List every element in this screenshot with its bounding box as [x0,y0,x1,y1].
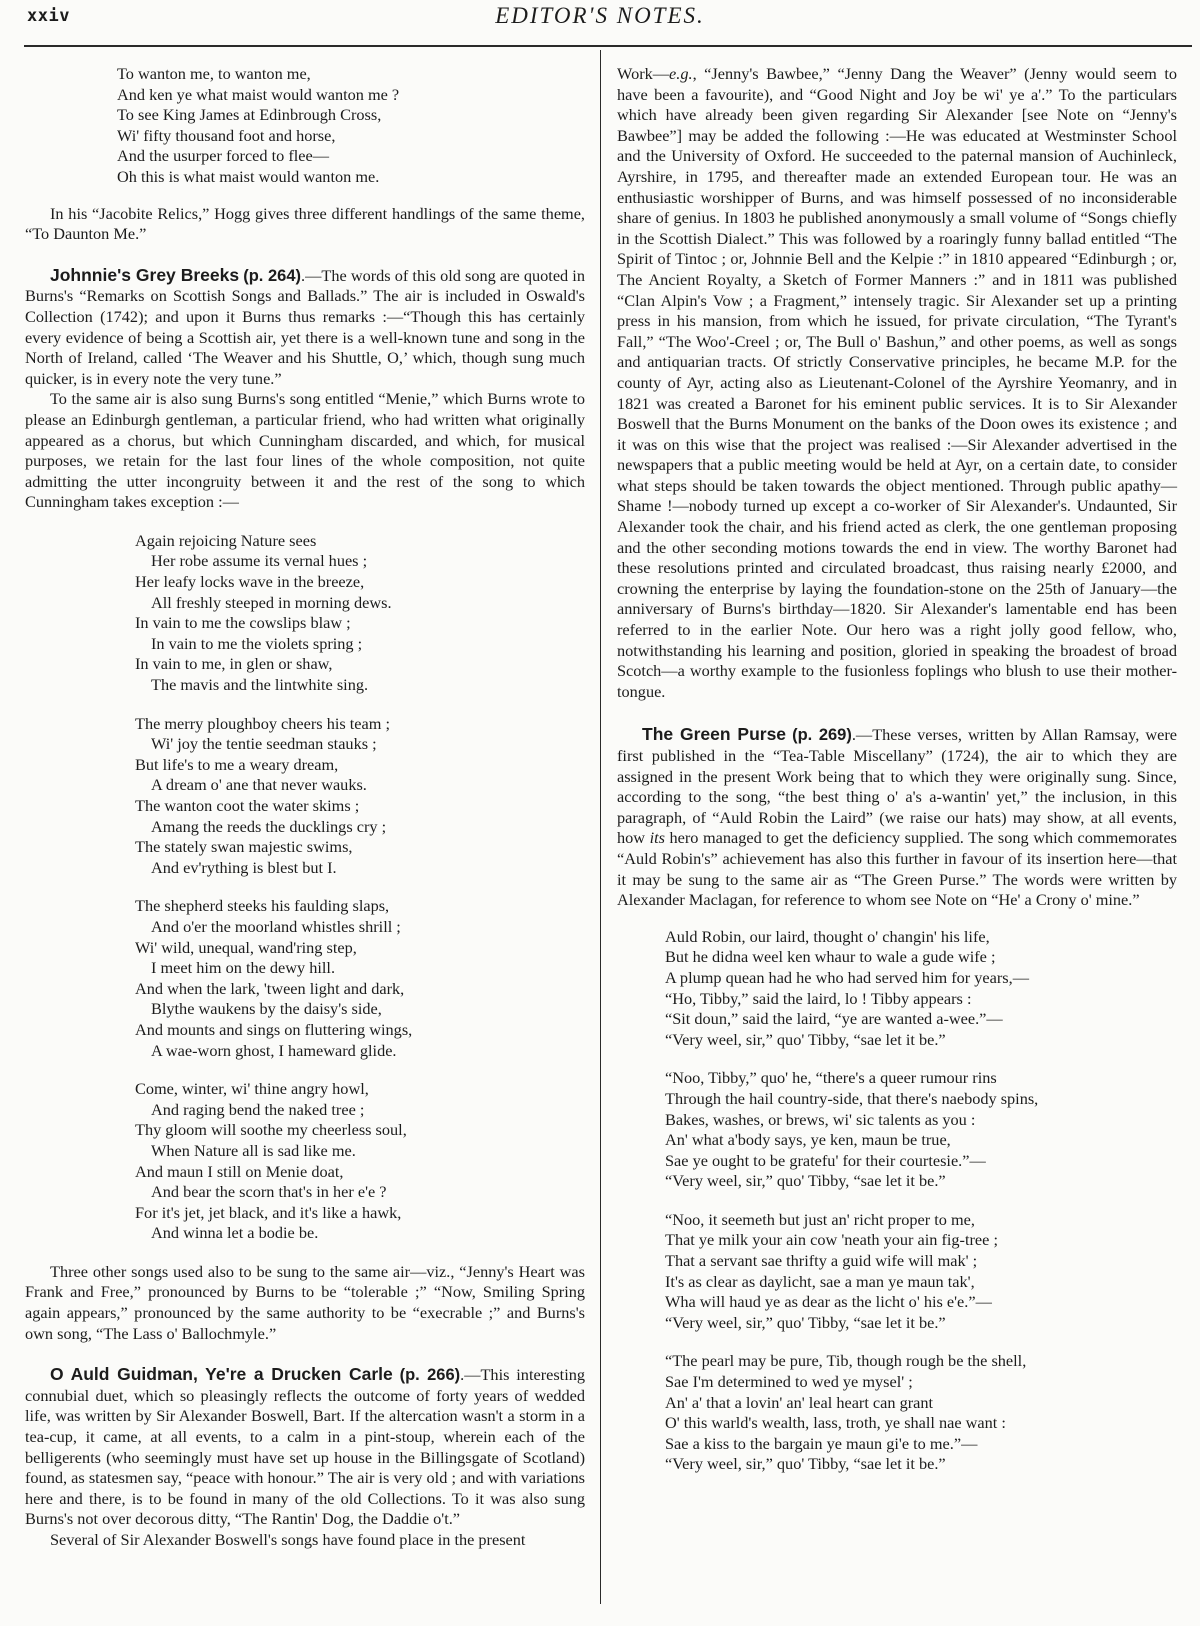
verse-line: In vain to me, in glen or shaw, [135,654,333,674]
section-body: .—This interesting connubial duet, which so pleasingly reflects the outcome of forty years of wedded life, was written by Sir Alexander Boswell, Bart. If the altercation wasn't a storm in a tea-cup, it came, at all events, to a calm in a pint-stoup, wherein each of the belligerents (who seemingly must have set up house in the Billingsgate of Scotland) found, as statesmen say, “peace with honour.” The air is very old ; and with variations here and there, is to be found in many of the old Collections. To it was also sung Burns's not over decorous ditty, “The Rantin' Dog, the Daddie o't.” [25,1365,586,1529]
verse-line: It's as clear as daylicht, sae a man ye maun tak', [665,1271,975,1291]
section-page-ref: (p. 264) [243,266,302,285]
verse-line: In vain to me the cowslips blaw ; [135,613,351,633]
verse-line: “Very weel, sir,” quo' Tibby, “sae let it be.” [665,1029,946,1049]
paragraph-boswell-songs: Several of Sir Alexander Boswell's songs have found place in the present [50,1530,526,1549]
verse-line: That a servant sae thrifty a guid wife will mak' ; [665,1251,978,1271]
verse-line: When Nature all is sad like me. [151,1140,356,1160]
verse-to-wanton-me [117,64,585,188]
paragraph-boswell-biography [617,64,1177,702]
verse-line: The shepherd steeks his faulding slaps, [135,896,390,916]
stanza [665,1351,1177,1475]
verse-line: Wi' joy the tentie seedman stauks ; [151,734,377,754]
section-heading: The Green Purse [642,724,787,745]
verse-line: And when the lark, 'tween light and dark, [135,978,405,998]
column-divider [600,50,601,1604]
verse-line: Oh this is what maist would wanton me. [117,166,380,186]
verse-line: Wi' wild, unequal, wand'ring step, [135,937,357,957]
verse-line: Come, winter, wi' thine angry howl, [135,1079,369,1099]
verse-menie [135,531,585,1244]
running-title: EDITOR'S NOTES. [495,3,705,28]
verse-line: The merry ploughboy cheers his team ; [135,713,390,733]
verse-line: “Noo, it seemeth but just an' richt proper to me, [665,1209,975,1229]
stanza [665,927,1177,1051]
verse-line: In vain to me the violets spring ; [151,633,363,653]
verse-line: But he didna weel ken whaur to wale a gude wife ; [665,947,996,967]
section-body: hero managed to get the deficiency supplied. The song which commemorates “Auld Robin's” achievement has also this further in favour of its insertion here—that it may be sung to the same air as “The Green Purse.” The words were written by Alexander Maclagan, for reference to whom see Note on “He' a Crony o' mine.” [617,828,1178,910]
section-heading: O Auld Guidman, Ye're a Drucken Carle [50,1364,393,1385]
stanza [665,1068,1177,1192]
paragraph-hogg: In his “Jacobite Relics,” Hogg gives three different handlings of the same theme, “To Daunton Me.” [25,203,585,244]
verse-line: Blythe waukens by the daisy's side, [151,999,382,1019]
text-run: Work— [617,64,670,83]
verse-line: Wha will haud ye as dear as the licht o' his e'e.”— [665,1292,992,1312]
section-heading: Johnnie's Grey Breeks [50,264,240,285]
verse-line: To wanton me, to wanton me, [117,64,311,83]
verse-line: And the usurper forced to flee— [117,146,330,166]
verse-auld-robin [665,927,1177,1475]
verse-line: Sae a kiss to the bargain ye maun gi'e to me.”— [665,1433,978,1453]
verse-line: And raging bend the naked tree ; [151,1099,365,1119]
verse-line: Bakes, washes, or brews, wi' sic talents as you : [665,1109,976,1129]
verse-line: Through the hail country-side, that there's naebody spins, [665,1088,1039,1108]
verse-line: Thy gloom will soothe my cheerless soul, [135,1120,407,1140]
verse-line: Her leafy locks wave in the breeze, [135,572,365,592]
verse-line: “The pearl may be pure, Tib, though rough be the shell, [665,1351,1027,1371]
verse-line: That ye milk your ain cow 'neath your ain fig-tree ; [665,1230,998,1250]
paragraph-three-songs: Three other songs used also to be sung to the same air—viz., “Jenny's Heart was Frank and Free,” pronounced by Burns to be “tolerable ;” “Now, Smiling Spring again appears,” pronounced by the same authority to be “execrable ;” and Burns's own song, “The Lass o' Ballochmyle.” [25,1261,585,1343]
verse-line: A dream o' ane that never wauks. [151,775,367,795]
verse-line: “Very weel, sir,” quo' Tibby, “sae let it be.” [665,1312,946,1332]
verse-line: The mavis and the lintwhite sing. [151,675,369,695]
verse-line: For it's jet, jet black, and it's like a hawk, [135,1202,402,1222]
text-run: , “Jenny's Bawbee,” “Jenny Dang the Weaver” (Jenny would seem to have been a favourite), and “Good Night and Joy be wi' ye a'.” To the particulars which have already been given regarding Sir Alexander [see Note on “Jenny's Bawbee”] may be added the following :—He was educated at Westminster School and the University of Oxford. He succeeded to the paternal mansion of Auchinleck, Ayrshire, in 1795, and thereafter made an extended European tour. He was an enthusiastic worshipper of Burns, and was himself possessed of no inconsiderable share of genius. In 1803 he published anonymously a small volume of “Songs chiefly in the Scottish Dialect.” This was followed by a roaringly funny ballad entitled “The Spirit of Tintoc ; or, Johnnie Bell and the Kelpie :” in 1810 appeared “Edinburgh ; or, The Ancient Royalty, a Sketch of Former Manners :” and in 1811 was published “Clan Alpin's Vow ; a Fragment,” intensely tragic. Sir Alexander set up a printing press in his mansion, from which he issued, for private circulation, “The Tyrant's Fall,” “The Woo'-Creel ; or, The Bull o' Bashun,” and other poems, as well as songs and antiquarian tracts. Of strictly Conservative principles, he became M.P. for the county of Ayr, acting also as Lieutenant-Colonel of the Ayrshire Yeomanry, and in 1821 was created a Baronet for his eminent public services. It is to Sir Alexander Boswell that the Burns Monument on the banks of the Doon owes its existence ; and it was on this wise that the project was realised :—Sir Alexander advertised in the newspapers that a public meeting would be held at Ayr, on a certain date, to consider what steps should be taken towards the object mentioned. Through public apathy—Shame !—nobody turned up except a co-worker of Sir Alexander's. Undaunted, Sir Alexander took the chair, and his friend acted as clerk, the one gentleman proposing and the other seconding motions towards the end in view. The worthy Baronet had these resolutions printed and circulated broadcast, thus raising nearly £2000, and crowning the enterprise by laying the foundation-stone on the 25th of January—the anniversary of Burns's birthday—1820. Sir Alexander's lamentable end has been referred to in the earlier Note. Our hero was a right jolly good fellow, who, notwithstanding his learning and position, gloried in speaking the broadest of broad Scotch—a worthy example to the fusionless foplings who blush to use their mother-tongue. [617,64,1177,701]
verse-line: Again rejoicing Nature sees [135,530,317,550]
verse-line: The wanton coot the water skims ; [135,796,360,815]
verse-line: All freshly steeped in morning dews. [151,592,392,612]
verse-line: “Very weel, sir,” quo' Tibby, “sae let it be.” [665,1171,946,1191]
verse-line: To see King James at Edinbrough Cross, [117,105,382,125]
verse-line: Her robe assume its vernal hues ; [151,551,368,571]
verse-line: “Sit doun,” said the laird, “ye are wanted a-wee.”— [665,1009,1003,1029]
stanza [135,531,585,696]
verse-line: And winna let a bodie be. [151,1223,319,1243]
verse-line: And bear the scorn that's in her e'e ? [151,1182,387,1202]
verse-line: An' what a'body says, ye ken, maun be true, [665,1130,951,1150]
verse-line: “Noo, Tibby,” quo' he, “there's a queer rumour rins [665,1068,997,1088]
verse-line: And o'er the moorland whistles shrill ; [151,916,401,936]
verse-line: A wae-worn ghost, I hameward glide. [151,1040,397,1060]
verse-line: And ev'rything is blest but I. [151,857,337,877]
stanza [135,1079,585,1244]
section-page-ref: (p. 269) [792,726,852,745]
italic-abbrev: e.g. [669,64,693,83]
verse-line: Sae I'm determined to wed ye mysel' ; [665,1372,913,1392]
section-green-purse [617,724,1177,910]
section-page-ref: (p. 266) [399,1366,461,1385]
section-johnnies-grey-breeks [25,265,585,390]
page-number: xxiv [27,6,70,26]
stanza [665,1210,1177,1334]
verse-line: Auld Robin, our laird, thought o' changin' his life, [665,926,990,946]
verse-line: But life's to me a weary dream, [135,754,339,774]
header-rule [24,45,1192,47]
verse-line: “Very weel, sir,” quo' Tibby, “sae let it be.” [665,1454,946,1474]
verse-line: An' a' that a lovin' an' leal heart can grant [665,1392,934,1412]
section-body: .—These verses, written by Allan Ramsay, were first published in the “Tea-Table Miscellany” (1724), the air to which they are assigned in the present Work being that to which they were originally sung. Since, according to the song, “the best thing o' a's a-wantin' yet,” the inclusion, in this paragraph, of “Auld Robin the Laird” (we raise our hats) may show, at all events, how [617,725,1177,848]
left-column [25,64,585,1551]
italic-word: its [649,828,665,848]
verse-line: “Ho, Tibby,” said the laird, lo ! Tibby appears : [665,988,972,1008]
verse-line: O' this warld's wealth, lass, troth, ye shall nae want : [665,1413,1006,1433]
verse-line: And maun I still on Menie doat, [135,1161,344,1181]
verse-line: And mounts and sings on fluttering wings, [135,1019,413,1039]
section-auld-guidman [25,1364,585,1530]
verse-line: A plump quean had he who had served him for years,— [665,967,1029,987]
verse-line: I meet him on the dewy hill. [151,958,336,978]
verse-line: Amang the reeds the ducklings cry ; [151,816,387,836]
right-column [617,64,1177,1475]
section-body: .—The words of this old song are quoted in Burns's “Remarks on Scottish Songs and Ballads.” The air is included in Oswald's Collection (1742); and upon it Burns thus remarks :—“Though this has certainly every evidence of being a Scottish air, yet there is a well-known tune and song in the North of Ireland, called ‘The Weaver and his Shuttle, O,’ which, though sung much quicker, is in every note the very tune.” [25,265,585,388]
verse-line: And ken ye what maist would wanton me ? [117,84,400,104]
stanza [135,896,585,1061]
verse-line: Sae ye ought to be gratefu' for their courtesie.”— [665,1150,986,1170]
stanza [135,714,585,879]
paragraph-menie: To the same air is also sung Burns's song entitled “Menie,” which Burns wrote to please an Edinburgh gentleman, a particular friend, who had written what originally appeared as a chorus, but which Cunningham discarded, and which, for musical purposes, we retain for the last four lines of the whole composition, not quite admitting the utter incongruity between it and the rest of the song to which Cunningham takes exception :— [25,389,585,512]
verse-line: Wi' fifty thousand foot and horse, [117,125,336,145]
verse-line: The stately swan majestic swims, [135,837,353,857]
